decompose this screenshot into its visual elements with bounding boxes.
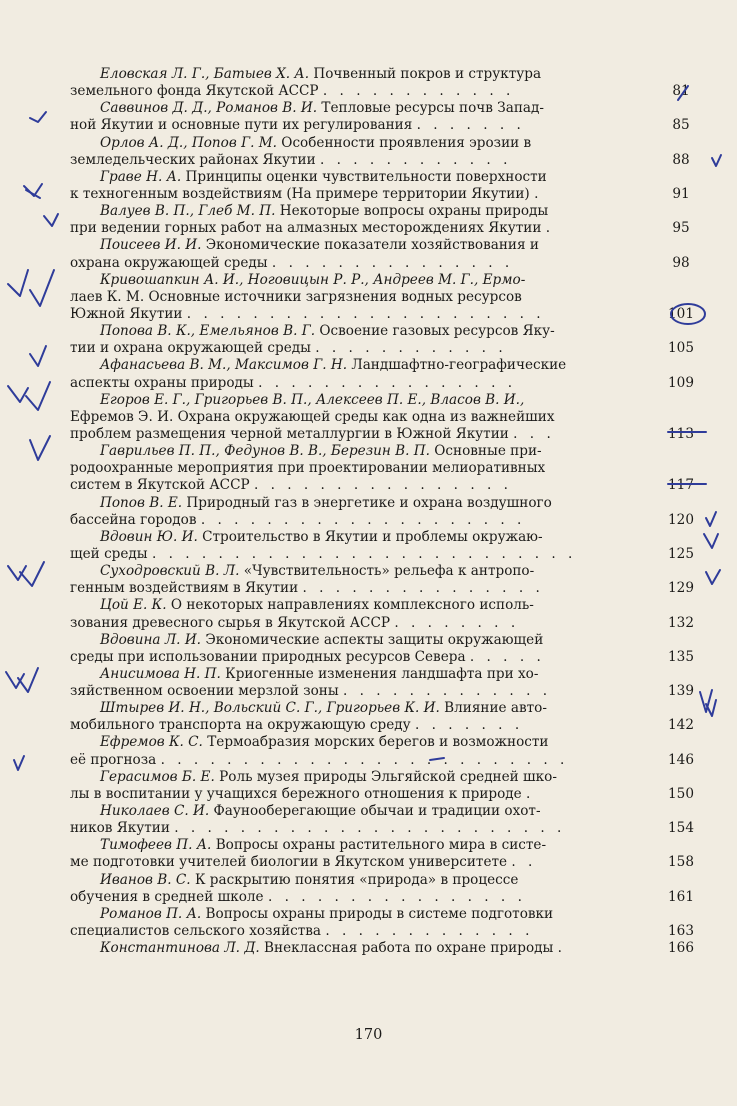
toc-entry-authors: Еловская Л. Г., Батыев Х. А. xyxy=(100,66,310,82)
toc-entry-first-line xyxy=(0,169,633,186)
toc-entry-first-line xyxy=(0,632,633,649)
toc-entry-authors: Анисимова Н. П. xyxy=(100,665,221,682)
toc-entry xyxy=(0,237,737,271)
toc-entry xyxy=(0,666,737,700)
toc-entry-title: аспекты охраны природы xyxy=(70,374,254,391)
toc-page-number: 139 xyxy=(668,683,694,700)
toc-entry-title: генным воздействиям в Якутии xyxy=(70,580,299,597)
toc-entry xyxy=(0,66,737,100)
toc-entry xyxy=(0,940,737,957)
toc-entry-first-line xyxy=(0,769,633,786)
toc-entry-first-line xyxy=(0,734,633,751)
toc-entry-title: специалистов сельского хозяйства xyxy=(70,923,322,940)
toc-entry-title-line xyxy=(0,854,633,871)
toc-entry-first-line xyxy=(0,272,633,289)
toc-entry-first-line xyxy=(0,563,633,580)
toc-leader-dots: . . . . . . . . . . . . . . . . xyxy=(267,888,526,905)
toc-entry-title-line xyxy=(0,752,633,769)
toc-entry-title-line xyxy=(0,375,633,392)
toc-entry-title-line xyxy=(0,683,633,700)
toc-page-number: 105 xyxy=(668,340,694,357)
toc-entry xyxy=(0,906,737,940)
toc-leader-dots: . . . . . . . xyxy=(416,117,525,134)
toc-entry-title: Экономические показатели хозяйствования и xyxy=(205,237,539,254)
toc-leader-dots: . . . . . . . . . . . . . . . . . . . . . . . . xyxy=(174,820,566,837)
toc-entry-authors: Константинова Л. Д. xyxy=(100,940,260,957)
toc-entry xyxy=(0,563,737,597)
toc-entry-authors: Граве Н. А. xyxy=(100,168,182,185)
toc-entry-title: лы в воспитании у учащихся бережного отношения к природе xyxy=(70,785,522,802)
toc-entry-title: ме подготовки учителей биологии в Якутском университете xyxy=(70,854,508,871)
toc-page-number: 163 xyxy=(668,923,694,940)
toc-entry-title: проблем размещения черной металлургии в Южной Якутии xyxy=(70,425,509,442)
toc-entry-authors: Николаев С. И. xyxy=(100,803,210,820)
toc-entry xyxy=(0,272,737,323)
toc-entry-first-line xyxy=(0,597,633,614)
toc-entry-title: Принципы оценки чувствительности поверхности xyxy=(185,168,547,185)
toc-page-number: 129 xyxy=(668,580,694,597)
toc-entry-title: Фаунооберегающие обычаи и традиции охот- xyxy=(213,803,541,820)
toc-entry xyxy=(0,203,737,237)
toc-entry xyxy=(0,392,737,443)
toc-entry-first-line xyxy=(0,803,633,820)
toc-entry xyxy=(0,837,737,871)
toc-entry-first-line xyxy=(0,837,633,854)
toc-entry-authors: Романов П. А. xyxy=(100,905,202,922)
toc-entry-title: Основные при- xyxy=(434,443,542,460)
toc-entry-title: её прогноза xyxy=(70,751,157,768)
toc-entry xyxy=(0,529,737,563)
toc-entry-title: охрана окружающей среды xyxy=(70,254,268,271)
toc-entry-authors: Кривошапкин А. И., Ноговицын Р. Р., Андреев М. Г., Ермо- xyxy=(100,271,526,288)
toc-entry-title: земельного фонда Якутской АССР xyxy=(70,83,319,100)
toc-leader-dots: . . . . . . . . . . . . xyxy=(320,151,512,168)
toc-entry-first-line xyxy=(0,940,633,957)
toc-entry-first-line xyxy=(0,443,633,460)
toc-page-number: 132 xyxy=(668,614,694,631)
toc-leader-dots: . . . . . . . . . . . . . . . . . . . . xyxy=(200,511,526,528)
toc-entry-first-line xyxy=(0,357,633,374)
toc-entry-first-line xyxy=(0,700,633,717)
toc-page-number: 101 xyxy=(668,305,694,322)
toc-entry-title-line xyxy=(0,426,633,443)
toc-entry xyxy=(0,769,737,803)
toc-entry-title: Освоение газовых ресурсов Яку- xyxy=(319,323,555,340)
toc-page-number: 142 xyxy=(668,717,694,734)
toc-entry-first-line xyxy=(0,872,633,889)
toc-leader-dots: . xyxy=(557,940,566,957)
toc-entry-authors: Суходровский В. Л. xyxy=(100,563,240,580)
toc-entry-title: земледельческих районах Якутии xyxy=(70,151,316,168)
toc-page-number: 98 xyxy=(672,254,690,271)
toc-entry-title-line xyxy=(0,117,633,134)
toc-entry-title: тии и охрана окружающей среды xyxy=(70,340,311,357)
toc-entry-title-line xyxy=(0,546,633,563)
toc-entry-title-line xyxy=(0,580,633,597)
toc-entry-title-line xyxy=(0,649,633,666)
toc-leader-dots: . . . . . . . . xyxy=(394,614,520,631)
toc-entry-title: обучения в средней школе xyxy=(70,888,264,905)
toc-entry-title: К раскрытию понятия «природа» в процессе xyxy=(194,871,519,888)
toc-entry-title: Влияние авто- xyxy=(444,700,547,717)
toc-entry-authors: Саввинов Д. Д., Романов В. И. xyxy=(100,100,318,117)
toc-page-number: 95 xyxy=(672,220,690,237)
toc-leader-dots: . . . . . . . . . . . . xyxy=(315,340,507,357)
toc-leader-dots: . . . . . . . . . . . . . xyxy=(343,683,552,700)
toc-page-number: 120 xyxy=(668,511,694,528)
toc-entry xyxy=(0,495,737,529)
toc-entry-authors: Иванов В. С. xyxy=(100,871,191,888)
toc-entry-title-line xyxy=(0,409,633,426)
toc-entry-title: Вопросы охраны природы в системе подготовки xyxy=(205,905,554,922)
toc-page-number: 117 xyxy=(668,477,694,494)
toc-entry xyxy=(0,803,737,837)
toc-entry-title: Криогенные изменения ландшафта при хо- xyxy=(225,665,539,682)
toc-entry xyxy=(0,597,737,631)
toc-entry-title: Южной Якутии xyxy=(70,305,183,322)
toc-leader-dots: . . . . . . . . . . . . . . . . xyxy=(258,374,517,391)
toc-entry-title: ной Якутии и основные пути их регулирования xyxy=(70,117,413,134)
toc-entry xyxy=(0,443,737,494)
toc-entry-title-line xyxy=(0,83,633,100)
toc-entry xyxy=(0,357,737,391)
toc-entry-first-line xyxy=(0,495,633,512)
toc-page-number: 88 xyxy=(672,151,690,168)
toc-page-number: 81 xyxy=(672,83,690,100)
toc-leader-dots: . . . . . . . . . . . . xyxy=(322,83,515,100)
toc-entry-authors: Штырев И. Н., Вольский С. Г., Григорьев К. И. xyxy=(100,700,440,717)
toc-entry-title: мобильного транспорта на окружающую среду xyxy=(70,717,411,734)
toc-entry xyxy=(0,135,737,169)
toc-entry-title-line xyxy=(0,340,633,357)
toc-entry-authors: Гаврильев П. П., Федунов В. В., Березин В. П. xyxy=(100,443,430,460)
toc-entry-title: Природный газ в энергетике и охрана воздушного xyxy=(186,494,552,511)
toc-entry-title: Роль музея природы Эльгяйской средней шко- xyxy=(219,768,557,785)
toc-entry-first-line xyxy=(0,323,633,340)
toc-entry-first-line xyxy=(0,237,633,254)
toc-entry-title: родоохранные мероприятия при проектировании мелиоративных xyxy=(70,460,546,477)
toc-entry-authors: Ефремов К. С. xyxy=(100,734,203,751)
toc-leader-dots: . xyxy=(545,220,555,237)
toc-entry-title: лаев К. М. Основные источники загрязнения водных ресурсов xyxy=(70,288,522,305)
toc-page-number: 161 xyxy=(668,888,694,905)
toc-leader-dots: . . . . . . . . . . . . . . . xyxy=(271,254,514,271)
table-of-contents xyxy=(0,66,737,957)
toc-page-number: 146 xyxy=(668,751,694,768)
toc-leader-dots: . . . . . . . . . . . . . . . . . . . . . . . . . . xyxy=(151,545,577,562)
toc-entry-authors: Орлов А. Д., Попов Г. М. xyxy=(100,134,277,151)
toc-entry-title: Вопросы охраны растительного мира в систе- xyxy=(215,837,547,854)
toc-entry xyxy=(0,734,737,768)
toc-page-number: 135 xyxy=(668,648,694,665)
toc-entry-first-line xyxy=(0,100,633,117)
toc-page-number: 113 xyxy=(668,425,694,442)
toc-entry-authors: Герасимов Б. Е. xyxy=(100,768,215,785)
toc-entry-first-line xyxy=(0,66,633,83)
toc-entry-authors: Тимофеев П. А. xyxy=(100,837,212,854)
toc-entry-title: щей среды xyxy=(70,545,148,562)
toc-leader-dots: . . . . . . . . . . . . . . . xyxy=(302,580,544,597)
toc-entry-title: зяйственном освоении мерзлой зоны xyxy=(70,683,339,700)
toc-entry-first-line xyxy=(0,906,633,923)
toc-entry-title-line xyxy=(0,786,633,803)
toc-page-number: 154 xyxy=(668,820,694,837)
page-number: 170 xyxy=(354,1027,383,1043)
toc-page-number: 158 xyxy=(668,854,694,871)
toc-entry-authors: Поисеев И. И. xyxy=(100,237,202,254)
toc-entry-title: О некоторых направлениях комплексного исполь- xyxy=(170,597,534,614)
toc-leader-dots: . . xyxy=(511,854,537,871)
toc-entry-title-line xyxy=(0,889,633,906)
toc-leader-dots: . xyxy=(526,785,535,802)
toc-page-number: 109 xyxy=(668,374,694,391)
toc-entry xyxy=(0,169,737,203)
toc-entry-first-line xyxy=(0,529,633,546)
toc-entry-title-line xyxy=(0,512,633,529)
toc-page-number: 166 xyxy=(668,940,694,957)
toc-entry-title: Ефремов Э. И. Охрана окружающей среды как одна из важнейших xyxy=(70,408,555,425)
toc-entry-first-line xyxy=(0,392,633,409)
toc-entry xyxy=(0,872,737,906)
toc-entry-title-line xyxy=(0,923,633,940)
toc-entry-title: «Чувствительность» рельефа к антропо- xyxy=(243,563,535,580)
toc-entry-title: при ведении горных работ на алмазных месторождениях Якутии xyxy=(70,220,542,237)
toc-entry-title-line xyxy=(0,477,633,494)
toc-entry-authors: Егоров Е. Г., Григорьев В. П., Алексеев П. Е., Власов В. И., xyxy=(100,391,525,408)
toc-leader-dots: . . . . . xyxy=(469,648,545,665)
toc-entry-title-line xyxy=(0,186,633,203)
toc-entry-first-line xyxy=(0,203,633,220)
toc-leader-dots: . . . . . . . . . . . . . xyxy=(325,923,534,940)
toc-entry-title: Почвенный покров и структура xyxy=(313,66,542,82)
toc-entry-title: систем в Якутской АССР xyxy=(70,477,250,494)
toc-entry xyxy=(0,700,737,734)
toc-leader-dots: . . . . . . . . . . . . . . . . . . . . . . . . . xyxy=(160,751,569,768)
toc-leader-dots: . . . . . . . xyxy=(414,717,524,734)
toc-entry-title: Ландшафтно-географические xyxy=(351,357,567,374)
toc-entry-authors: Валуев В. П., Глеб М. П. xyxy=(100,203,276,220)
toc-entry-title: Экономические аспекты защиты окружающей xyxy=(205,631,544,648)
toc-leader-dots: . . . . . . . . . . . . . . . . . . . . . . xyxy=(186,305,545,322)
toc-entry-title-line xyxy=(0,460,633,477)
toc-entry-title: Термоабразия морских берегов и возможности xyxy=(207,734,549,751)
toc-entry-title-line xyxy=(0,615,633,632)
toc-entry-title: Внеклассная работа по охране природы xyxy=(264,940,554,957)
toc-entry-title: среды при использовании природных ресурсов Севера xyxy=(70,648,466,665)
toc-entry xyxy=(0,100,737,134)
toc-entry-authors: Афанасьева В. М., Максимов Г. Н. xyxy=(100,357,348,374)
toc-entry-title-line xyxy=(0,255,633,272)
toc-leader-dots: . xyxy=(534,185,543,202)
toc-entry xyxy=(0,632,737,666)
toc-leader-dots: . . . xyxy=(513,425,555,442)
toc-entry-authors: Вдовина Л. И. xyxy=(100,631,201,648)
toc-entry-first-line xyxy=(0,666,633,683)
toc-entry-authors: Вдовин Ю. И. xyxy=(100,528,198,545)
toc-entry-authors: Попов В. Е. xyxy=(100,494,183,511)
toc-page-number: 91 xyxy=(672,185,690,202)
toc-entry-title: Некоторые вопросы охраны природы xyxy=(279,203,549,220)
toc-entry-title-line xyxy=(0,820,633,837)
toc-entry-authors: Попова В. К., Емельянов В. Г. xyxy=(100,323,316,340)
toc-entry-first-line xyxy=(0,135,633,152)
toc-entry-title-line xyxy=(0,289,633,306)
toc-entry-title: Особенности проявления эрозии в xyxy=(281,134,532,151)
toc-page-number: 85 xyxy=(672,117,690,134)
toc-page-number: 125 xyxy=(668,545,694,562)
toc-leader-dots: . . . . . . . . . . . . . . . . xyxy=(253,477,512,494)
toc-entry-title: бассейна городов xyxy=(70,511,197,528)
toc-entry-title: Тепловые ресурсы почв Запад- xyxy=(321,100,544,117)
toc-entry-authors: Цой Е. К. xyxy=(100,597,167,614)
toc-entry-title-line xyxy=(0,220,633,237)
toc-entry-title: зования древесного сырья в Якутской АССР xyxy=(70,614,390,631)
toc-entry-title-line xyxy=(0,306,633,323)
toc-page-number: 150 xyxy=(668,785,694,802)
toc-entry-title-line xyxy=(0,717,633,734)
toc-entry-title-line xyxy=(0,152,633,169)
toc-entry-title: к техногенным воздействиям (На примере территории Якутии) xyxy=(70,185,530,202)
toc-entry-title: ников Якутии xyxy=(70,820,170,837)
toc-entry-title: Строительство в Якутии и проблемы окружаю- xyxy=(202,528,543,545)
toc-entry xyxy=(0,323,737,357)
